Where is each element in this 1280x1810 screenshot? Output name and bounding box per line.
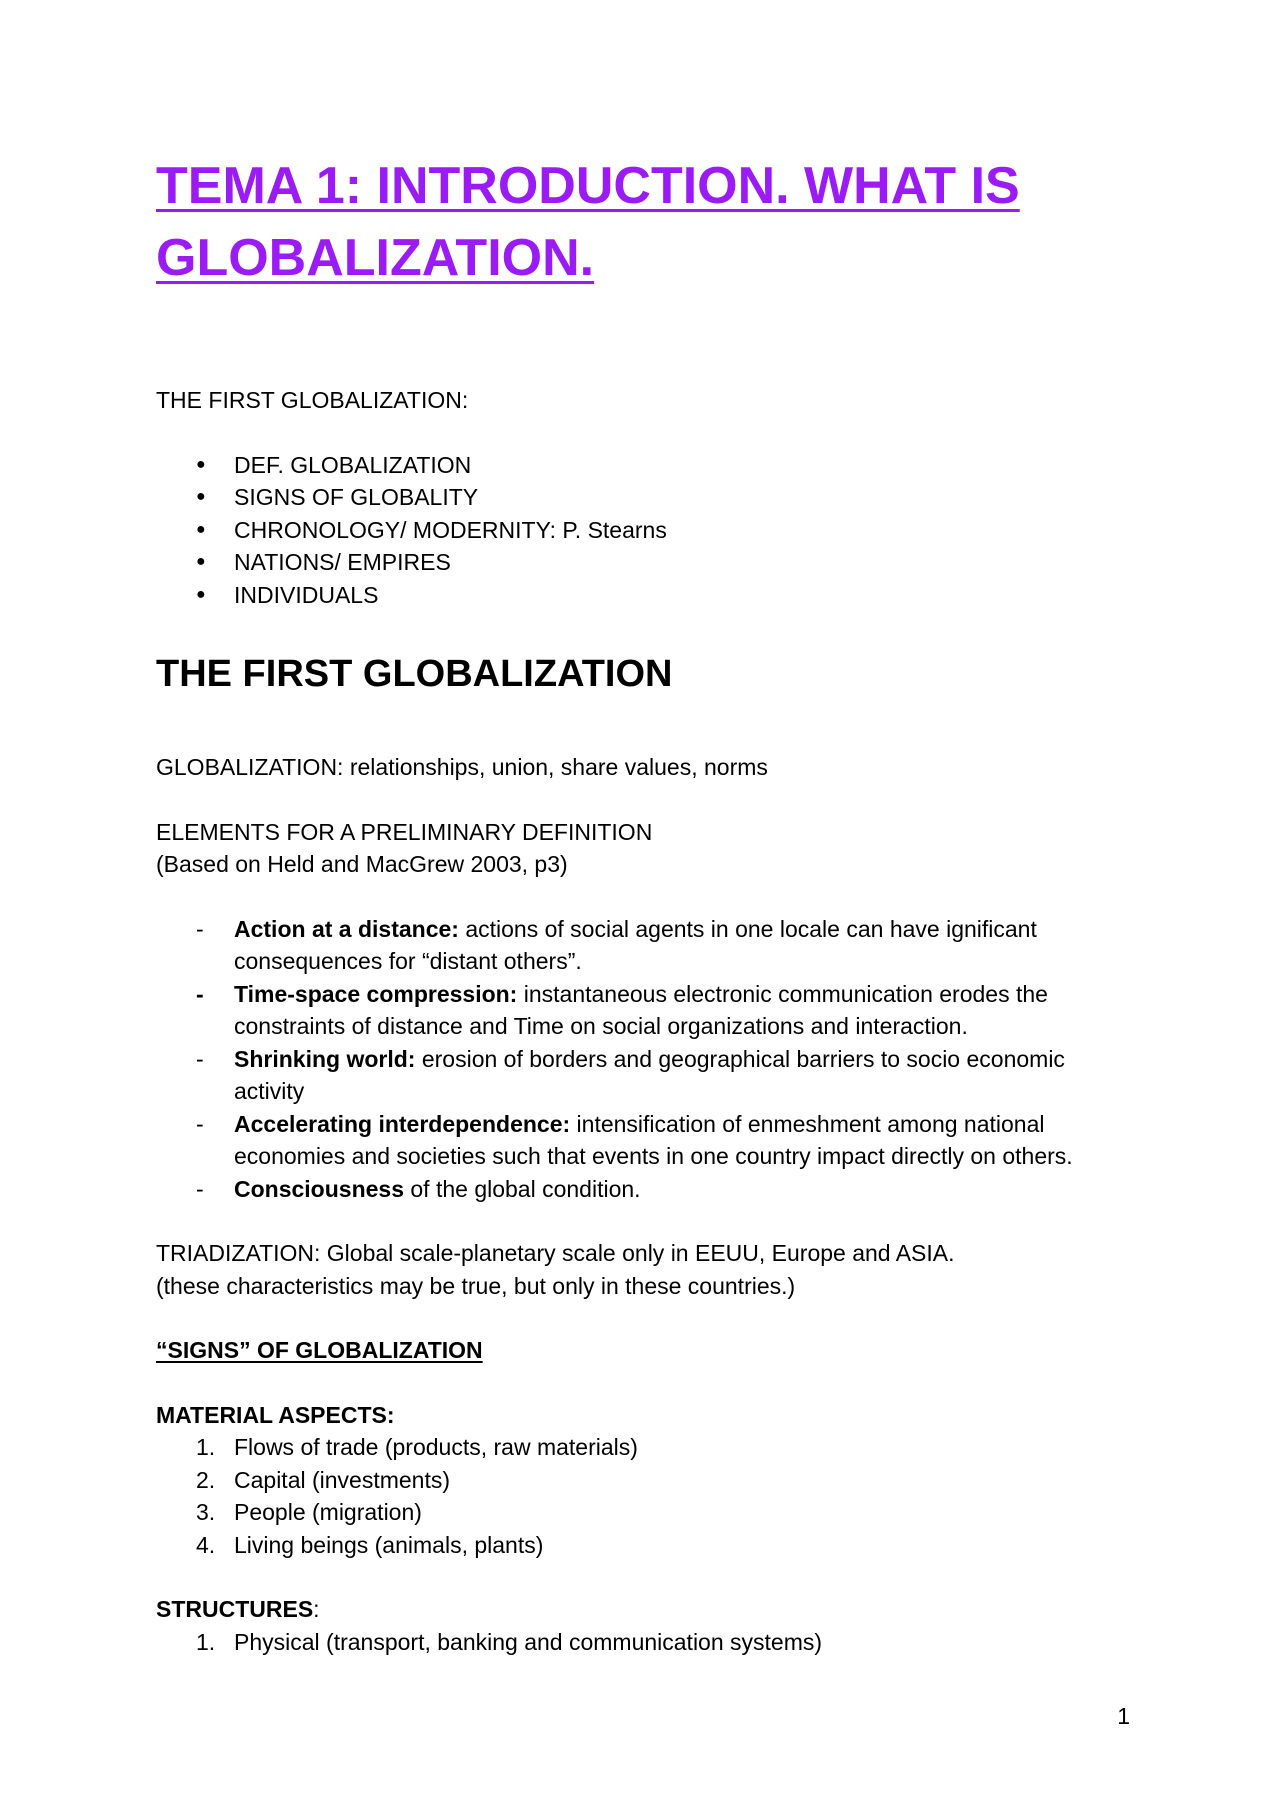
outline-label: THE FIRST GLOBALIZATION: bbox=[156, 387, 469, 413]
list-item: ● DEF. GLOBALIZATION bbox=[156, 449, 1116, 482]
elements-heading: ELEMENTS FOR A PRELIMINARY DEFINITION bbox=[156, 818, 653, 845]
term: Action at a distance: bbox=[234, 915, 459, 942]
list-item: - Time-space compression: instantaneous electronic communication erodes the constraints of distance and Time on social organizations and interaction. bbox=[156, 978, 1116, 1043]
section-heading: THE FIRST GLOBALIZATION bbox=[156, 653, 673, 695]
dash-icon: - bbox=[196, 1175, 204, 1202]
dash-icon: - bbox=[196, 1110, 204, 1137]
document-page bbox=[156, 150, 1116, 1658]
term: Accelerating interdependence: bbox=[234, 1110, 571, 1137]
list-item: ● CHRONOLOGY/ MODERNITY: P. Stearns bbox=[156, 514, 1116, 547]
list-item: ● INDIVIDUALS bbox=[156, 579, 1116, 612]
bullet-icon: ● bbox=[196, 520, 206, 538]
dash-icon: - bbox=[196, 1045, 204, 1072]
document-title bbox=[156, 150, 1116, 294]
list-item: 1. Physical (transport, banking and communication systems) bbox=[196, 1628, 823, 1655]
signs-heading: “SIGNS” OF GLOBALIZATION bbox=[156, 1337, 483, 1363]
list-item: - Action at a distance: actions of social agents in one locale can have ignificant consequences for “distant others”. bbox=[156, 913, 1116, 978]
triadization-note: (these characteristics may be true, but only in these countries.) bbox=[156, 1272, 796, 1299]
term: Time-space compression: bbox=[234, 980, 518, 1007]
elements-source: (Based on Held and MacGrew 2003, p3) bbox=[156, 851, 568, 877]
triadization-line: TRIADIZATION: Global scale-planetary scale only in EEUU, Europe and ASIA. bbox=[156, 1240, 955, 1266]
bullet-icon: ● bbox=[196, 455, 206, 473]
bullet-icon: ● bbox=[196, 553, 206, 570]
term: Shrinking world: bbox=[234, 1045, 416, 1072]
dash-icon: - bbox=[196, 915, 204, 942]
list-item: 3. People (migration) bbox=[196, 1499, 422, 1525]
list-item: - Consciousness of the global condition. bbox=[156, 1173, 1116, 1206]
structures-heading: STRUCTURES: bbox=[156, 1596, 320, 1622]
structures-list bbox=[156, 1626, 1116, 1659]
title-line-2: GLOBALIZATION. bbox=[156, 229, 595, 287]
elements-list bbox=[156, 913, 1116, 1206]
dash-icon: - bbox=[196, 980, 204, 1007]
term: Consciousness bbox=[234, 1175, 404, 1202]
bullet-icon: ● bbox=[196, 585, 206, 603]
title-line-1: TEMA 1: INTRODUCTION. WHAT IS bbox=[156, 157, 1020, 215]
list-item: 1. Flows of trade (products, raw materials) bbox=[196, 1434, 638, 1460]
material-list bbox=[156, 1431, 1116, 1561]
list-item: ● SIGNS OF GLOBALITY bbox=[156, 481, 1116, 514]
page-number: 1 bbox=[1117, 1703, 1130, 1729]
list-item: 2. Capital (investments) bbox=[196, 1466, 451, 1493]
list-item: 4. Living beings (animals, plants) bbox=[196, 1531, 544, 1558]
outline-list bbox=[156, 449, 1116, 612]
list-item: - Shrinking world: erosion of borders and geographical barriers to socio economic activity bbox=[156, 1043, 1116, 1108]
list-item: ● NATIONS/ EMPIRES bbox=[156, 546, 1116, 579]
bullet-icon: ● bbox=[196, 488, 206, 505]
globalization-line: GLOBALIZATION: relationships, union, share values, norms bbox=[156, 754, 768, 780]
list-item: - Accelerating interdependence: intensification of enmeshment among national economies and societies such that events in one country impact directly on others. bbox=[156, 1108, 1116, 1173]
material-heading: MATERIAL ASPECTS: bbox=[156, 1401, 395, 1428]
